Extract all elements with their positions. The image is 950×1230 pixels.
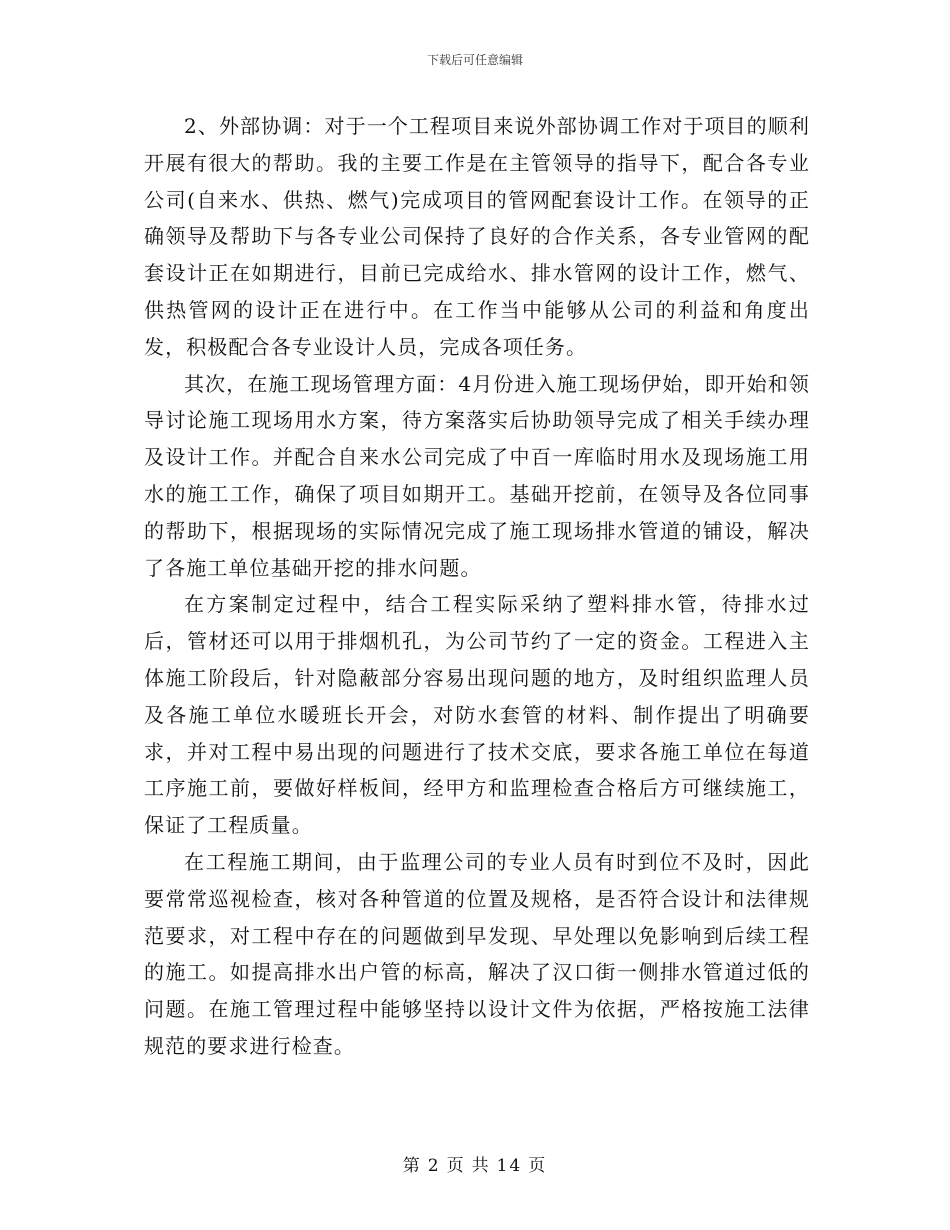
page-header: 下载后可任意编辑: [426, 53, 523, 67]
paragraph-construction-period: 在工程施工期间，由于监理公司的专业人员有时到位不及时，因此要常常巡视检查，核对各种管道的位置及规格，是否符合设计和法律规范要求，对工程中存在的问题做到早发现、早处理以免影响到后续工程的施工。如提高排水出户管的标高，解决了汉口街一侧排水管道过低的问题。在施工管理过程中能够坚持以设计文件为依据，严格按施工法律规范的要求进行检查。: [144, 849, 810, 1058]
paragraph-plan-formulation: 在方案制定过程中，结合工程实际采纳了塑料排水管，待排水过后，管材还可以用于排烟机孔，为公司节约了一定的资金。工程进入主体施工阶段后，针对隐蔽部分容易出现问题的地方，及时组织监理人员及各施工单位水暖班长开会，对防水套管的材料、制作提出了明确要求，并对工程中易出现的问题进行了技术交底，要求各施工单位在每道工序施工前，要做好样板间，经甲方和监理检查合格后方可继续施工，保证了工程质量。: [144, 592, 810, 838]
footer-total-pages: 14: [496, 1156, 523, 1176]
footer-current-page: 2: [427, 1156, 441, 1176]
footer-total-word: 共: [471, 1156, 491, 1176]
footer-prefix: 第: [402, 1156, 422, 1176]
paragraph-site-management: 其次，在施工现场管理方面：4月份进入施工现场伊始，即开始和领导讨论施工现场用水方案，待方案落实后协助领导完成了相关手续办理及设计工作。并配合自来水公司完成了中百一库临时用水及现场施工用水的施工工作，确保了项目如期开工。基础开挖前，在领导及各位同事的帮助下，根据现场的实际情况完成了施工现场排水管道的铺设，解决了各施工单位基础开挖的排水问题。: [144, 371, 810, 580]
footer-suffix: 页: [528, 1156, 548, 1176]
footer-page-word: 页: [446, 1156, 466, 1176]
document-body: [144, 108, 810, 1065]
page-footer: [0, 1155, 950, 1177]
paragraph-external-coordination: 2、外部协调：对于一个工程项目来说外部协调工作对于项目的顺利开展有很大的帮助。我的主要工作是在主管领导的指导下，配合各专业公司(自来水、供热、燃气)完成项目的管网配套设计工作。在领导的正确领导及帮助下与各专业公司保持了良好的合作关系，各专业管网的配套设计正在如期进行，目前已完成给水、排水管网的设计工作，燃气、供热管网的设计正在进行中。在工作当中能够从公司的利益和角度出发，积极配合各专业设计人员，完成各项任务。: [144, 114, 810, 359]
